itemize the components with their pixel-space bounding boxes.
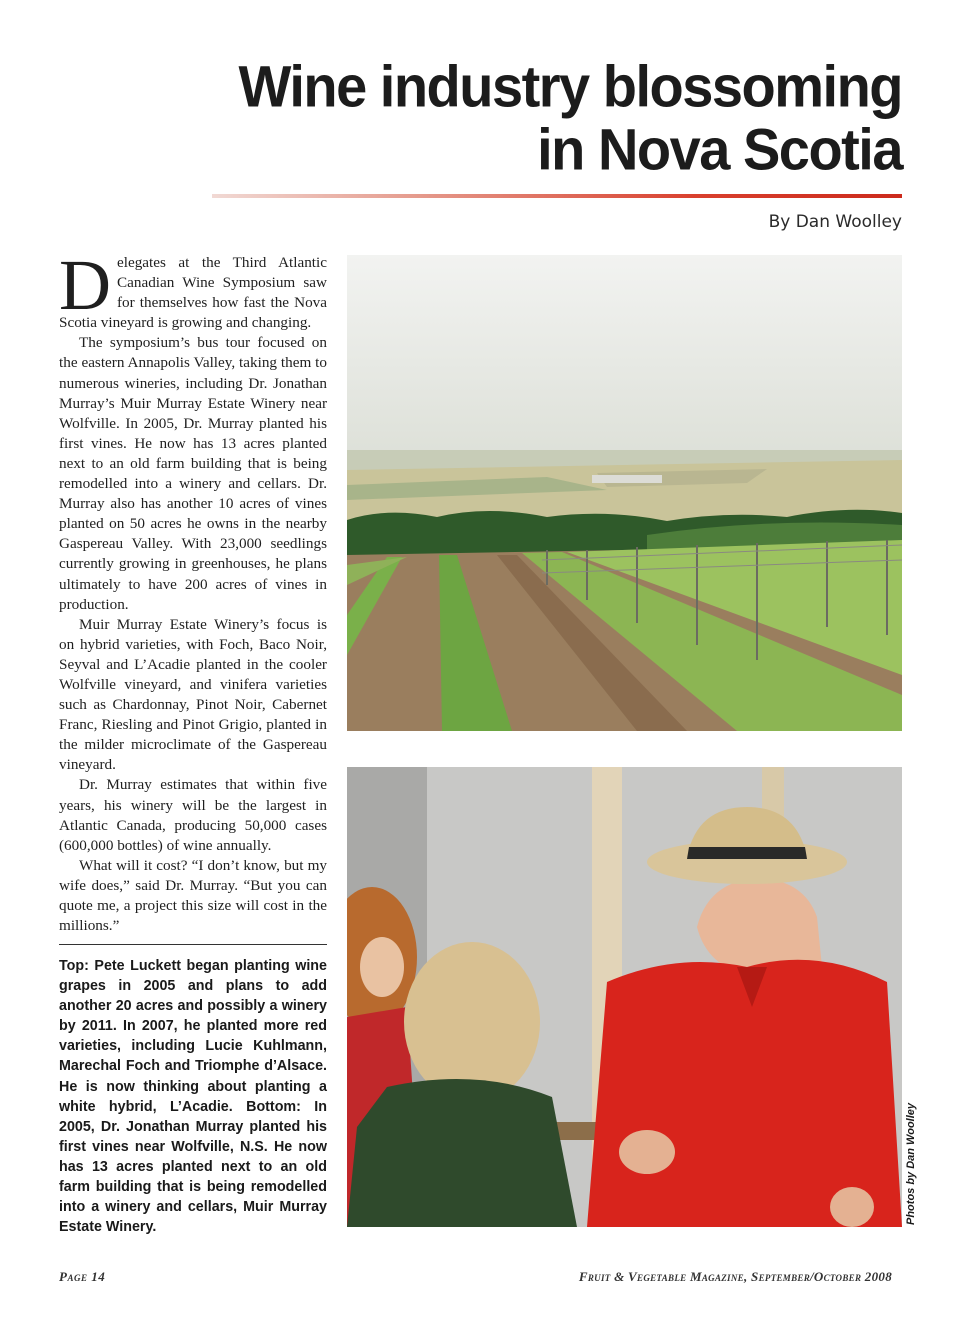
photo-credit xyxy=(905,1102,925,1340)
caption-divider xyxy=(59,944,327,945)
article-body xyxy=(59,245,327,936)
people-photo xyxy=(347,767,902,1227)
photo-caption: Top: Pete Luckett began planting wine grapes in 2005 and plans to add another 20 acres and possibly a winery by 2011. In 2007, he planted more red varieties, including Lucie Kuhlmann, Marechal Foch and Triomphe d’Alsace. He is now thinking about planting a white hybrid, L’Acadie. Bottom: In 2005, Dr. Jonathan Murray planted his first vines near Wolfville, N.S. He now has 13 acres planted next to an old farm building that is being remodelled into a winery and cellars, Muir Murray Estate Winery. xyxy=(59,958,327,1236)
paragraph-2: The symposium’s bus tour focused on the eastern Annapolis Valley, taking them to numerous wineries, including Dr. Jonathan Murray’s Muir Murray Estate Winery near Wolfville. In 2005, Dr. Murray planted his first vines. He now has 13 acres planted next to an old farm building that is being remodelled into a winery and cellars. Dr. Murray also has another 10 acres of vines planted on 50 acres he owns in the nearby Gaspereau Valley. With 23,000 seedlings currently growing in greenhouses, he plans ultimately to have 200 acres of vines in production. xyxy=(59,334,327,613)
paragraph-5: What will it cost? “I don’t know, but my wife does,” said Dr. Murray. “But you can quote me, a project this size will cost in the millions.” xyxy=(59,856,327,935)
headline-divider xyxy=(212,194,902,198)
headline xyxy=(202,52,902,183)
headline-line-2: in Nova Scotia xyxy=(537,115,902,183)
paragraph-1-text: elegates at the Third Atlantic Canadian Wine Symposium saw for themselves how fast the Nova Scotia vineyard is growing and changing. xyxy=(59,254,327,332)
paragraph-4: Dr. Murray estimates that within five years, his winery will be the largest in Atlantic Canada, producing 50,000 cases (600,000 bottles) of wine annually. xyxy=(59,776,327,854)
page-number: Page 14 xyxy=(59,1269,106,1284)
paragraph-1 xyxy=(59,245,327,333)
byline: By Dan Woolley xyxy=(768,212,902,232)
paragraph-3: Muir Murray Estate Winery’s focus is on hybrid varieties, with Foch, Baco Noir, Seyval and L’Acadie planted in the cooler Wolfville vineyard, and vinifera varieties such as Chardonnay, Pinot Noir, Cabernet Franc, Riesling and Pinot Grigio, planted in the milder microclimate of the Gaspereau vineyard. xyxy=(59,615,327,774)
publication-line: Fruit & Vegetable Magazine, September/October 2008 xyxy=(578,1269,892,1284)
photo-credit-text: Photos by Dan Woolley xyxy=(905,1102,917,1225)
vineyard-photo xyxy=(347,255,902,731)
headline-line-1: Wine industry blossoming xyxy=(238,52,902,120)
drop-cap: D xyxy=(59,245,111,325)
